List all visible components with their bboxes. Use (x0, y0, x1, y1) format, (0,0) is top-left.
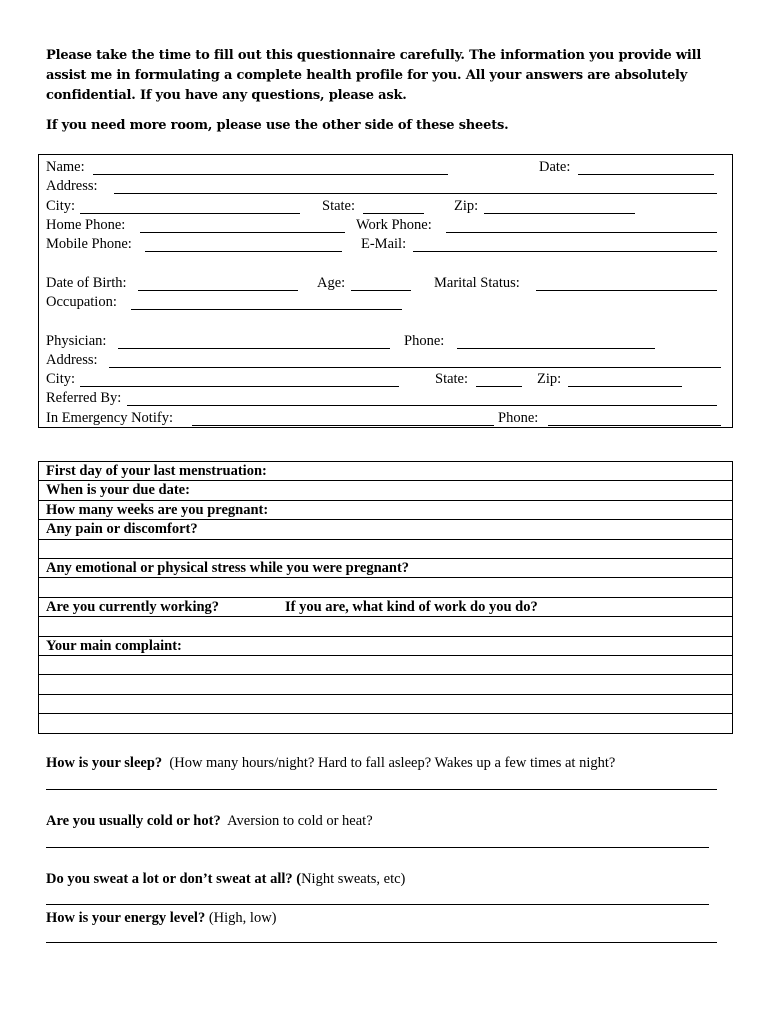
name-field[interactable] (93, 174, 448, 175)
due-date-label: When is your due date: (46, 482, 190, 499)
zip-label: Zip: (454, 198, 479, 214)
physician-zip-field[interactable] (568, 386, 682, 387)
physician-city-label: City: (46, 371, 76, 387)
state-field[interactable] (363, 213, 424, 214)
sweat-question (46, 871, 405, 888)
work-kind-label: If you are, what kind of work do you do? (285, 598, 538, 615)
table-row[interactable] (39, 675, 732, 694)
working-label: Are you currently working? (46, 598, 220, 615)
table-row[interactable] (39, 540, 732, 559)
physician-city-field[interactable] (80, 386, 399, 387)
date-field[interactable] (578, 174, 714, 175)
temperature-question-hint: Aversion to cold or heat? (227, 813, 373, 829)
table-row[interactable] (39, 578, 732, 597)
temperature-question (46, 813, 373, 830)
table-row[interactable] (39, 559, 732, 578)
table-row[interactable] (39, 617, 732, 636)
state-label: State: (322, 198, 356, 214)
occupation-field[interactable] (131, 309, 402, 310)
age-field[interactable] (351, 290, 411, 291)
stress-label: Any emotional or physical stress while you were pregnant? (46, 559, 410, 576)
pain-label: Any pain or discomfort? (46, 521, 198, 538)
sweat-question-label: Do you sweat a lot or don’t sweat at all? ( (46, 871, 302, 887)
age-label: Age: (317, 275, 346, 291)
emergency-phone-label: Phone: (498, 410, 539, 426)
menstruation-label: First day of your last menstruation: (46, 463, 267, 479)
energy-question-hint: (High, low) (208, 910, 277, 926)
emergency-contact-label: In Emergency Notify: (46, 410, 173, 426)
table-row[interactable] (39, 481, 732, 500)
sleep-question (46, 755, 615, 772)
sweat-answer-line[interactable] (46, 904, 709, 905)
table-row[interactable] (39, 714, 732, 733)
physician-state-field[interactable] (476, 386, 522, 387)
marital-status-label: Marital Status: (434, 275, 520, 291)
referred-by-label: Referred By: (46, 390, 122, 406)
table-row[interactable] (39, 501, 732, 520)
referred-by-field[interactable] (127, 405, 717, 406)
dob-field[interactable] (138, 290, 298, 291)
physician-label: Physician: (46, 333, 107, 349)
more-room-note: If you need more room, please use the other side of these sheets. (46, 118, 509, 133)
weeks-pregnant-label: How many weeks are you pregnant: (46, 501, 269, 518)
email-label: E-Mail: (361, 236, 407, 252)
table-row[interactable] (39, 637, 732, 656)
sleep-question-label: How is your sleep? (46, 755, 163, 771)
work-phone-label: Work Phone: (356, 217, 432, 233)
physician-field[interactable] (118, 348, 390, 349)
pregnancy-table (38, 461, 733, 734)
temperature-answer-line[interactable] (46, 847, 709, 848)
address-field[interactable] (114, 193, 717, 194)
table-row[interactable] (39, 656, 732, 675)
physician-address-label: Address: (46, 352, 98, 368)
marital-status-field[interactable] (536, 290, 717, 291)
home-phone-field[interactable] (140, 232, 345, 233)
mobile-phone-label: Mobile Phone: (46, 236, 132, 252)
occupation-label: Occupation: (46, 294, 117, 310)
main-complaint-label: Your main complaint: (46, 637, 182, 654)
dob-label: Date of Birth: (46, 275, 127, 291)
city-label: City: (46, 198, 76, 214)
energy-answer-line[interactable] (46, 942, 717, 943)
table-row[interactable] (39, 695, 732, 714)
table-row[interactable] (39, 520, 732, 539)
physician-phone-label: Phone: (404, 333, 445, 349)
energy-question (46, 910, 277, 927)
energy-question-label: How is your energy level? (46, 910, 206, 926)
physician-phone-field[interactable] (457, 348, 655, 349)
table-row[interactable] (39, 462, 732, 481)
email-field[interactable] (413, 251, 717, 252)
temperature-question-label: Are you usually cold or hot? (46, 813, 221, 829)
sleep-question-hint: (How many hours/night? Hard to fall asleep? Wakes up a few times at night? (169, 755, 616, 771)
name-label: Name: (46, 159, 85, 175)
home-phone-label: Home Phone: (46, 217, 126, 233)
table-row[interactable] (39, 598, 732, 617)
address-label: Address: (46, 178, 98, 194)
emergency-phone-field[interactable] (548, 425, 721, 426)
mobile-phone-field[interactable] (145, 251, 342, 252)
emergency-contact-field[interactable] (192, 425, 494, 426)
physician-state-label: State: (435, 371, 469, 387)
work-phone-field[interactable] (446, 232, 717, 233)
physician-address-field[interactable] (109, 367, 721, 368)
date-label: Date: (539, 159, 571, 175)
zip-field[interactable] (484, 213, 635, 214)
city-field[interactable] (80, 213, 300, 214)
physician-zip-label: Zip: (537, 371, 562, 387)
sleep-answer-line[interactable] (46, 789, 717, 790)
sweat-question-hint: Night sweats, etc) (301, 871, 406, 887)
intro-paragraph: Please take the time to fill out this questionnaire carefully. The information you provide will assist me in formulating a complete health profile for you. All your answers are absolutely confidential. If you have any questions, please ask. (46, 48, 702, 103)
